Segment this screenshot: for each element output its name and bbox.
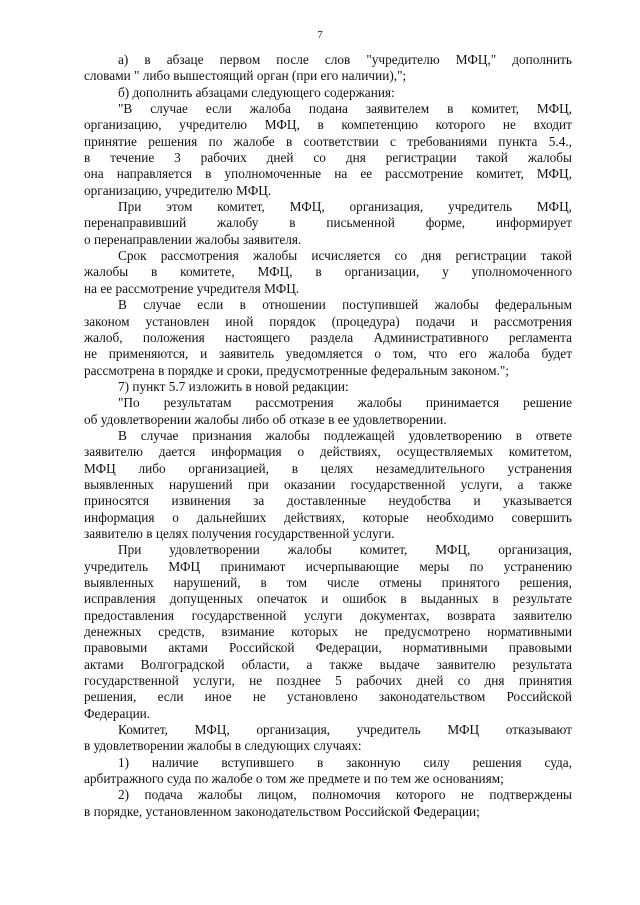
text-line: не применяются, и заявитель уведомляется о том, что его жалоба будет [84,346,572,362]
text-line: выявленных нарушений при оказании государственной услуги, а также [84,476,572,492]
text-line: учредитель МФЦ принимают исчерпывающие меры по устранению [84,558,572,574]
text-line: Федерации. [84,705,151,721]
text-line: рассмотрена в порядке и сроки, предусмотренные федеральным законом."; [84,362,509,378]
text-line: "В случае если жалоба подана заявителем в комитет, МФЦ, [118,101,572,117]
text-line: в течение 3 рабочих дней со дня регистрации такой жалобы [84,150,572,166]
text-line: заявителю дается информация о действиях, осуществляемых комитетом, [84,444,572,460]
text-line: предоставления государственной услуги документах, возврата заявителю [84,607,572,623]
text-line: организацию, учредителю МФЦ. [84,182,272,198]
text-line: словами " либо вышестоящий орган (при его наличии),"; [84,68,407,84]
paragraph [84,395,572,428]
text-line: При удовлетворении жалобы комитет, МФЦ, организация, [118,542,572,558]
text-line: денежных средств, взимание которых не предусмотрено нормативными [84,624,572,640]
paragraph [84,199,572,248]
text-line: информация о дальнейших действиях, которые необходимо совершить [84,509,572,525]
paragraph [84,755,572,788]
paragraph [84,248,572,297]
paragraph [84,52,572,85]
text-line: 7) пункт 5.7 изложить в новой редакции: [118,378,349,394]
page-number: 7 [317,29,323,41]
text-line: организацию, учредителю МФЦ, в компетенцию которого не входит [84,117,572,133]
text-line: б) дополнить абзацами следующего содержания: [118,84,395,100]
text-line: "По результатам рассмотрения жалобы принимается решение [118,395,572,411]
paragraph [84,101,572,199]
text-line: правовыми актами Российской Федерации, нормативными правовыми [84,640,572,656]
text-line: выявленных нарушений, в том числе отмены принятого решения, [84,575,572,590]
text-line: актами Волгоградской области, а также выдаче заявителю результата [84,656,572,672]
paragraph [84,297,572,379]
text-line: решения, если иное не установлено законодательством Российской [84,689,572,705]
text-line: 2) подача жалобы лицом, полномочия которого не подтверждены [118,787,572,803]
paragraph [84,428,572,542]
text-line: об удовлетворении жалобы либо об отказе в ее удовлетворении. [84,411,447,427]
text-line: законом установлен иной порядок (процедура) подачи и рассмотрения [84,313,572,329]
text-line: в порядке, установленном законодательством Российской Федерации; [84,803,480,819]
text-line: заявителю в целях получения государственной услуги. [84,525,395,541]
document-body [84,52,572,820]
text-line: исправления допущенных опечаток и ошибок в выданных в результате [84,591,572,607]
text-line: В случае если в отношении поступившей жалобы федеральным [118,297,572,313]
text-line: Комитет, МФЦ, организация, учредитель МФЦ отказывают [118,722,572,738]
paragraph [84,542,572,722]
text-line: Срок рассмотрения жалобы исчисляется со дня регистрации такой [118,248,572,264]
text-line: жалобы в комитете, МФЦ, в организации, у уполномоченного [84,264,572,280]
paragraph [84,722,572,755]
text-line: государственной услуги, не позднее 5 рабочих дней со дня принятия [84,673,572,689]
text-line: о перенаправлении жалобы заявителя. [84,231,302,247]
text-line: а) в абзаце первом после слов "учредителю МФЦ," дополнить [118,52,572,67]
text-line: она направляется в уполномоченные на ее рассмотрение комитет, МФЦ, [84,166,572,182]
text-line: 1) наличие вступившего в законную силу решения суда, [118,754,572,770]
text-line: принятие решения по жалобе в соответствии с требованиями пункта 5.4., [84,133,572,149]
text-line: При этом комитет, МФЦ, организация, учредитель МФЦ, [118,199,572,215]
text-line: приносятся извинения за доставленные неудобства и указывается [84,493,572,509]
text-line: МФЦ либо организацией, в целях незамедлительного устранения [84,460,572,476]
text-line: арбитражного суда по жалобе о том же предмете и по тем же основаниям; [84,771,504,787]
paragraph [84,379,572,395]
paragraph [84,85,572,101]
text-line: на ее рассмотрение учредителя МФЦ. [84,280,300,296]
text-line: В случае признания жалобы подлежащей удовлетворению в ответе [118,427,572,443]
text-line: жалоб, положения настоящего раздела Административного регламента [84,329,572,345]
paragraph [84,787,572,820]
text-line: в удовлетворении жалобы в следующих случаях: [84,738,362,754]
text-line: перенаправивший жалобу в письменной форме, информирует [84,215,572,231]
